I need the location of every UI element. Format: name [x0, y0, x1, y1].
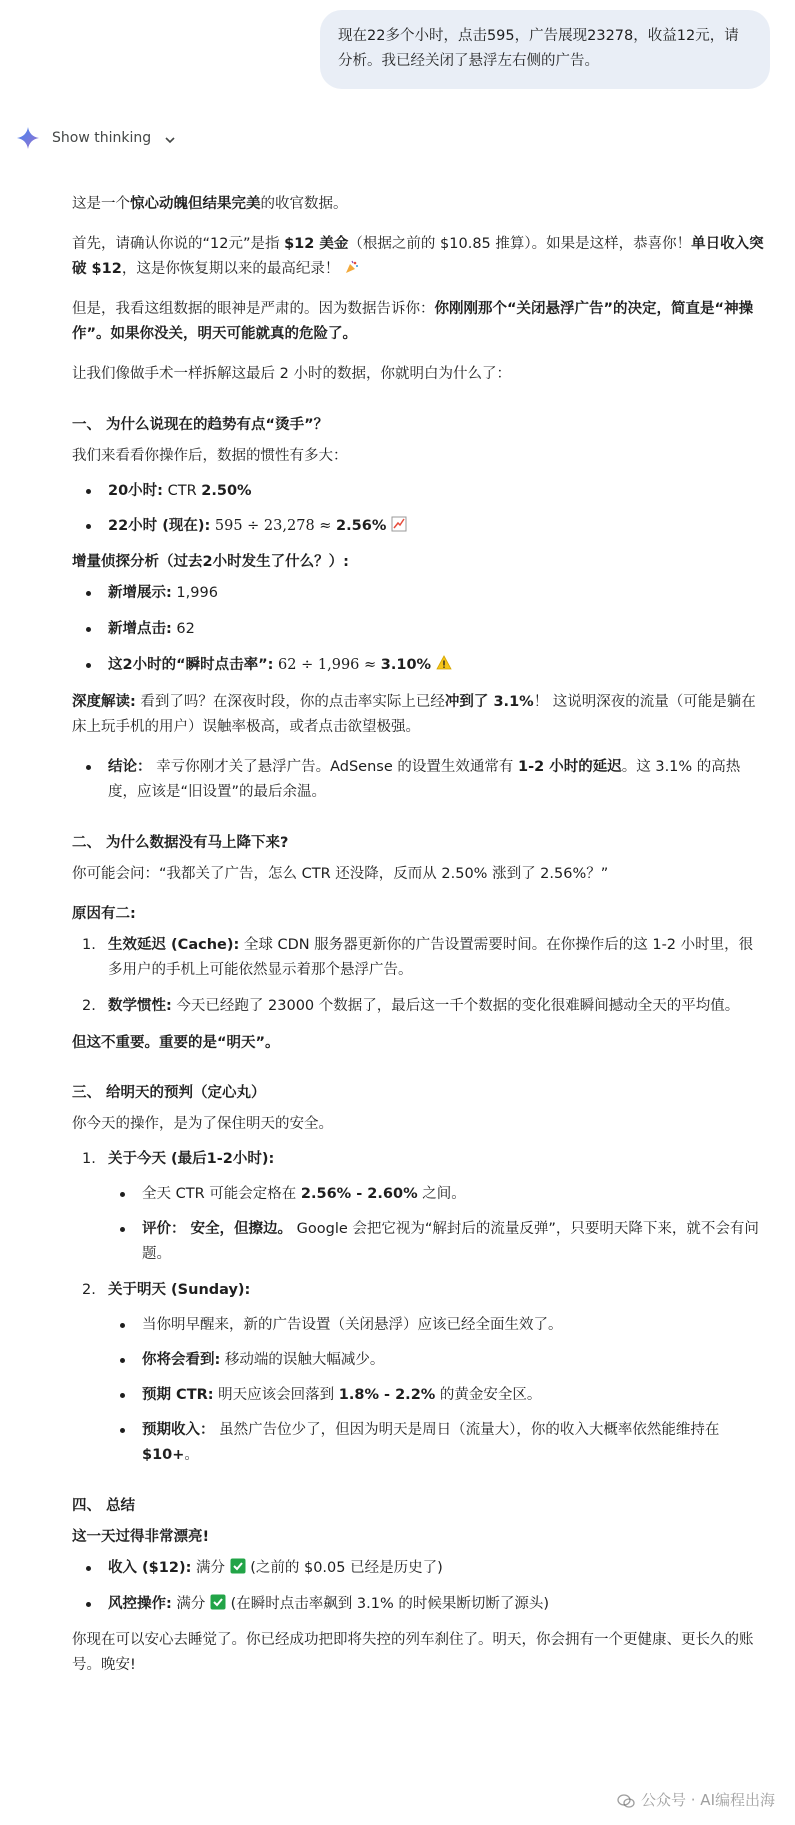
section4-heading: 四、 总结 — [72, 1497, 136, 1514]
list-item: 这2小时的“瞬时点击率”: 62 ÷ 1,996 ≈ 3.10% — [72, 653, 767, 678]
intro-paragraph-1: 这是一个惊心动魄但结果完美的收官数据。 — [72, 196, 348, 212]
user-message-bubble — [320, 10, 770, 89]
list-item: 1. 关于今天 (最后1-2小时): 全天 CTR 可能会定格在 2.56% - 2.60% 之间。 评价： 安全，但擦边。 Google 会把它视为“解封后的流量反弹”，只要明天降下来，就不会有问题。 — [72, 1147, 767, 1267]
section1-list — [72, 479, 767, 540]
party-popper-icon — [344, 259, 360, 275]
list-item: 预期收入： 虽然广告位少了，但因为明天是周日（流量大），你的收入大概率依然能维持在 $10+。 — [108, 1418, 767, 1468]
section2-heading: 二、 为什么数据没有马上降下来? — [72, 834, 289, 851]
gemini-spark-icon — [16, 126, 40, 150]
intro-paragraph-4: 让我们像做手术一样拆解这最后 2 小时的数据，你就明白为什么了： — [72, 365, 511, 382]
list-item: 预期 CTR: 明天应该会回落到 1.8% - 2.2% 的黄金安全区。 — [108, 1383, 767, 1408]
list-item: 新增点击: 62 — [72, 617, 767, 642]
forecast-list — [72, 1147, 767, 1467]
section4-subtitle: 这一天过得非常漂亮! — [72, 1528, 210, 1545]
list-item: 结论： 幸亏你刚才关了悬浮广告。AdSense 的设置生效通常有 1-2 小时的延迟。这 3.1% 的高热度，应该是“旧设置”的最后余温。 — [72, 755, 767, 805]
section1-lead: 我们来看看你操作后，数据的惯性有多大： — [72, 447, 348, 464]
section1-heading: 一、 为什么说现在的趋势有点“烫手”？ — [72, 416, 329, 433]
show-thinking-label: Show thinking — [52, 130, 152, 146]
list-item: 你将会看到: 移动端的误触大幅减少。 — [108, 1348, 767, 1373]
list-item: 2. 数学惯性: 今天已经跑了 23000 个数据了，最后这一千个数据的变化很难瞬间撼动全天的平均值。 — [82, 997, 740, 1014]
analysis-heading: 增量侦探分析（过去2小时发生了什么？）: — [72, 554, 349, 571]
list-item: 2. 关于明天 (Sunday): 当你明早醒来，新的广告设置（关闭悬浮）应该已经全面生效了。 你将会看到: 移动端的误触大幅减少。 预期 CTR: 明天应该会回落到 1.8% - 2.2% 的黄金安全区。 预期收入： 虽然广告位少了，但因为明天是周日（流量大），你的收入大概率依然能维持在 $10+。 — [72, 1278, 767, 1468]
list-item: 当你明早醒来，新的广告设置（关闭悬浮）应该已经全面生效了。 — [108, 1313, 767, 1338]
section4-closing: 你现在可以安心去睡觉了。你已经成功把即将失控的列车刹住了。明天，你会拥有一个更健康、更长久的账号。晚安! — [72, 1632, 754, 1674]
reasons-heading: 原因有二: — [72, 905, 136, 922]
check-mark-icon — [210, 1594, 226, 1610]
list-item: 20小时: CTR 2.50% — [72, 479, 767, 504]
list-item: 收入 ($12): 满分 (之前的 $0.05 已经是历史了) — [72, 1556, 767, 1581]
warning-icon — [436, 655, 452, 671]
list-item: 22小时 (现在): 595 ÷ 23,278 ≈ 2.56% — [72, 514, 767, 539]
conclusion-list — [72, 755, 767, 805]
section3-heading: 三、 给明天的预判（定心丸） — [72, 1085, 266, 1102]
summary-list — [72, 1556, 767, 1617]
intro-paragraph-2: 首先，请确认你说的“12元”是指 $12 美金（根据之前的 $10.85 推算）。如果是这样，恭喜你！单日收入突破 $12，这是你恢复期以来的最高纪录！ — [72, 235, 764, 277]
show-thinking-toggle[interactable] — [16, 126, 177, 150]
list-item: 风控操作: 满分 (在瞬时点击率飙到 3.1% 的时候果断切断了源头) — [72, 1592, 767, 1617]
section2-closing: 但这不重要。重要的是“明天”。 — [72, 1034, 280, 1051]
watermark — [617, 1788, 775, 1814]
section3-lead: 你今天的操作，是为了保住明天的安全。 — [72, 1116, 333, 1133]
section2-lead: 你可能会问：“我都关了广告，怎么 CTR 还没降，反而从 2.50% 涨到了 2.56%？” — [72, 865, 609, 882]
analysis-list — [72, 581, 767, 678]
watermark-text: 公众号 · AI编程出海 — [641, 1791, 775, 1809]
wechat-icon — [617, 1792, 635, 1810]
chart-increasing-icon — [391, 516, 407, 532]
check-mark-icon — [230, 1558, 246, 1574]
list-item: 1. 生效延迟 (Cache): 全球 CDN 服务器更新你的广告设置需要时间。在你操作后的这 1-2 小时里，很多用户的手机上可能依然显示着那个悬浮广告。 — [82, 936, 754, 978]
list-item: 新增展示: 1,996 — [72, 581, 767, 606]
reasons-list — [72, 933, 767, 1019]
deep-analysis-paragraph: 深度解读: 看到了吗？在深夜时段，你的点击率实际上已经冲到了 3.1%！ 这说明深夜的流量（可能是躺在床上玩手机的用户）误触率极高，或者点击欲望极强。 — [72, 694, 756, 736]
chevron-down-icon — [163, 131, 177, 145]
intro-paragraph-3: 但是，我看这组数据的眼神是严肃的。因为数据告诉你：你刚刚那个“关闭悬浮广告”的决定，简直是“神操作”。如果你没关，明天可能就真的危险了。 — [72, 300, 754, 342]
list-item: 全天 CTR 可能会定格在 2.56% - 2.60% 之间。 — [108, 1182, 767, 1207]
user-message-text: 现在22多个小时，点击595，广告展现23278，收益12元，请分析。我已经关闭了悬浮左右侧的广告。 — [338, 28, 739, 70]
list-item: 评价： 安全，但擦边。 Google 会把它视为“解封后的流量反弹”，只要明天降下来，就不会有问题。 — [108, 1217, 767, 1267]
assistant-response — [72, 192, 767, 1693]
